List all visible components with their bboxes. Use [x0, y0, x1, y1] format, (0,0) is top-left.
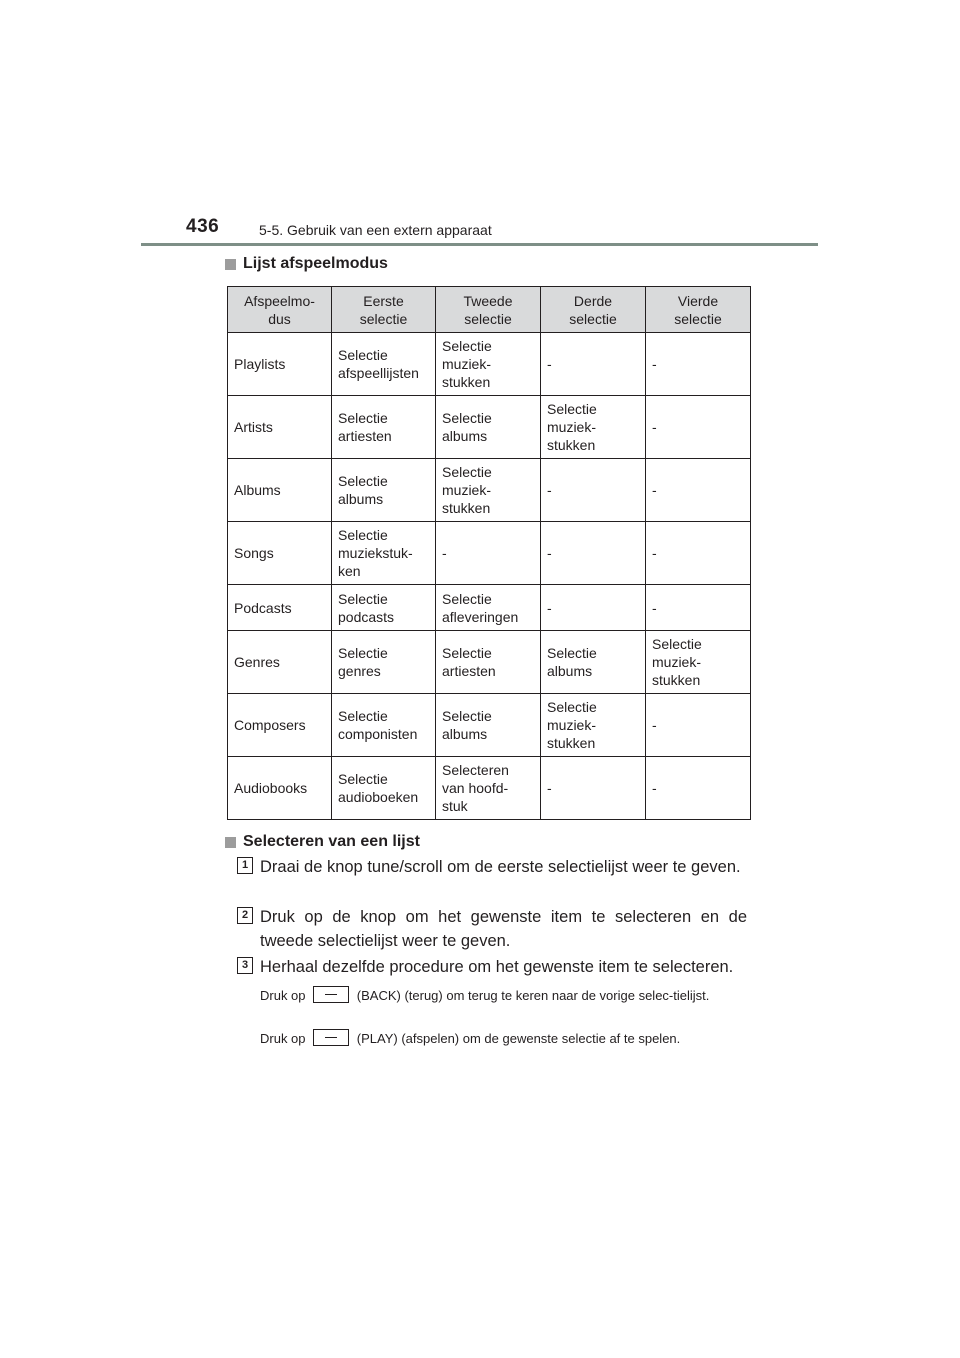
- column-header: Afspeelmo- dus: [228, 287, 332, 333]
- table-header-row: [228, 287, 751, 333]
- step-number: 3: [237, 957, 253, 974]
- table-cell: Selectie afleveringen: [436, 585, 541, 631]
- table-cell: Composers: [228, 694, 332, 757]
- play-note: [260, 1028, 746, 1049]
- column-header: Eerste selectie: [332, 287, 436, 333]
- table-cell: Selectie albums: [332, 459, 436, 522]
- table-row: [228, 631, 751, 694]
- table-row: [228, 459, 751, 522]
- table-cell: Playlists: [228, 333, 332, 396]
- back-note: [260, 985, 746, 1006]
- table-cell: Selectie componisten: [332, 694, 436, 757]
- table-cell: -: [541, 522, 646, 585]
- table-cell: Genres: [228, 631, 332, 694]
- table-cell: Selectie albums: [436, 396, 541, 459]
- step-number: 2: [237, 907, 253, 924]
- header-divider: [141, 243, 818, 246]
- table-row: [228, 694, 751, 757]
- step-item: [237, 855, 747, 879]
- table-cell: -: [436, 522, 541, 585]
- back-button-icon: [313, 986, 349, 1003]
- page-number: 436: [186, 216, 220, 237]
- note-suffix: (PLAY) (afspelen) om de gewenste selectie af te spelen.: [356, 1031, 681, 1046]
- square-bullet-icon: [225, 837, 236, 848]
- table-row: [228, 333, 751, 396]
- table-cell: Selectie albums: [436, 694, 541, 757]
- column-header: Tweede selectie: [436, 287, 541, 333]
- playlist-mode-table: [227, 286, 751, 820]
- table-row: [228, 522, 751, 585]
- table-cell: -: [541, 757, 646, 820]
- table-cell: Audiobooks: [228, 757, 332, 820]
- note-suffix: (BACK) (terug) om terug te keren naar de vorige selec-tielijst.: [356, 988, 710, 1003]
- table-cell: Selectie albums: [541, 631, 646, 694]
- select-list-heading: [223, 833, 420, 851]
- table-cell: -: [646, 396, 751, 459]
- table-row: [228, 396, 751, 459]
- note-prefix: Druk op: [260, 988, 306, 1003]
- select-list-heading-text: Selecteren van een lijst: [243, 833, 420, 850]
- table-cell: Selectie muziek- stukken: [541, 694, 646, 757]
- table-cell: Selectie muziek- stukken: [646, 631, 751, 694]
- table-cell: Selectie artiesten: [436, 631, 541, 694]
- table-cell: Songs: [228, 522, 332, 585]
- table-row: [228, 757, 751, 820]
- table-cell: -: [541, 459, 646, 522]
- table-cell: Selectie muziek- stukken: [436, 459, 541, 522]
- table-cell: -: [541, 585, 646, 631]
- playlist-mode-heading-text: Lijst afspeelmodus: [243, 255, 388, 272]
- table-cell: Selectie afspeellijsten: [332, 333, 436, 396]
- step-text: Draai de knop tune/scroll om de eerste selectielijst weer te geven.: [260, 858, 741, 876]
- table-row: [228, 585, 751, 631]
- section-title: 5-5. Gebruik van een extern apparaat: [259, 222, 492, 238]
- table-cell: Selectie muziek- stukken: [436, 333, 541, 396]
- table-cell: Selectie muziek- stukken: [541, 396, 646, 459]
- table-cell: Selectie podcasts: [332, 585, 436, 631]
- step-item: [237, 955, 747, 979]
- table-cell: -: [541, 333, 646, 396]
- table-cell: Selectie muziekstuk- ken: [332, 522, 436, 585]
- table-cell: -: [646, 585, 751, 631]
- table-cell: Selectie genres: [332, 631, 436, 694]
- step-number: 1: [237, 857, 253, 874]
- table-cell: -: [646, 757, 751, 820]
- step-item: [237, 905, 747, 953]
- table-cell: -: [646, 694, 751, 757]
- step-text: Druk op de knop om het gewenste item te selecteren en de tweede selectielijst weer te geven.: [260, 908, 747, 950]
- column-header: Vierde selectie: [646, 287, 751, 333]
- note-prefix: Druk op: [260, 1031, 306, 1046]
- column-header: Derde selectie: [541, 287, 646, 333]
- table-cell: Selectie audioboeken: [332, 757, 436, 820]
- square-bullet-icon: [225, 259, 236, 270]
- table-cell: -: [646, 522, 751, 585]
- step-text: Herhaal dezelfde procedure om het gewenste item te selecteren.: [260, 958, 734, 976]
- playlist-mode-heading: [223, 255, 388, 273]
- table-cell: Selectie artiesten: [332, 396, 436, 459]
- table-cell: Podcasts: [228, 585, 332, 631]
- table-cell: -: [646, 333, 751, 396]
- table-cell: Albums: [228, 459, 332, 522]
- table-cell: Selecteren van hoofd- stuk: [436, 757, 541, 820]
- play-button-icon: [313, 1029, 349, 1046]
- table-cell: Artists: [228, 396, 332, 459]
- table-cell: -: [646, 459, 751, 522]
